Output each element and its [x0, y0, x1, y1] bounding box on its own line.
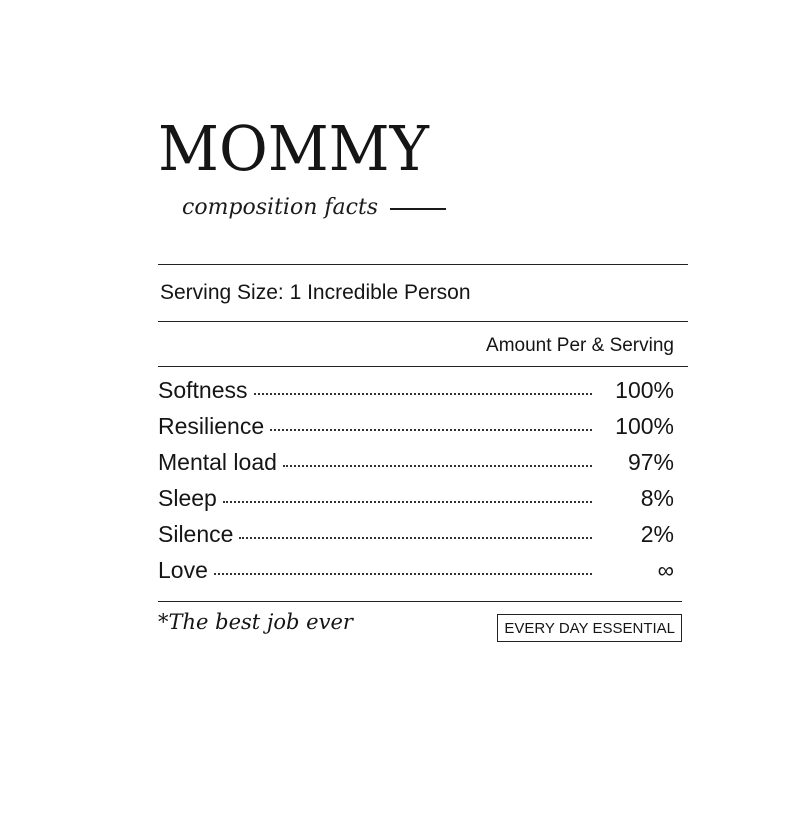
fact-value: 100% — [615, 377, 674, 403]
fact-row — [158, 449, 688, 485]
fact-row — [158, 557, 688, 593]
facts-list — [158, 377, 688, 593]
fact-name: Mental load — [158, 449, 277, 475]
page-title: MOMMY — [158, 112, 429, 185]
dot-leader — [223, 501, 592, 503]
footer — [158, 610, 682, 642]
fact-name: Love — [158, 557, 208, 583]
fact-value: 100% — [615, 413, 674, 439]
fact-value: 97% — [627, 449, 674, 475]
fact-name: Sleep — [158, 485, 217, 511]
subtitle-row — [158, 192, 688, 222]
fact-row — [158, 485, 688, 521]
dot-leader — [239, 537, 592, 539]
serving-size-row — [158, 265, 688, 321]
fact-name: Silence — [158, 521, 234, 547]
fact-row — [158, 377, 688, 413]
nutrition-label — [158, 112, 688, 642]
serving-size-label: Serving Size: — [160, 281, 284, 304]
serving-size-value: 1 Incredible Person — [289, 281, 471, 304]
dot-leader — [270, 429, 592, 431]
dot-leader — [214, 573, 592, 575]
footer-note: *The best job ever — [158, 610, 353, 634]
divider — [158, 366, 688, 367]
subtitle: composition facts — [182, 194, 379, 220]
fact-name: Resilience — [158, 413, 265, 439]
dot-leader — [283, 465, 592, 467]
fact-name: Softness — [158, 377, 248, 403]
fact-row — [158, 413, 688, 449]
essential-badge: EVERY DAY ESSENTIAL — [497, 614, 682, 642]
dot-leader — [254, 393, 593, 395]
fact-row — [158, 521, 688, 557]
subtitle-dash — [390, 208, 446, 210]
divider — [158, 601, 682, 602]
amount-per-serving: Amount Per & Serving — [486, 335, 674, 356]
fact-value: 8% — [640, 485, 674, 511]
fact-value: 2% — [640, 521, 674, 547]
fact-value-infinity: ∞ — [657, 557, 674, 583]
